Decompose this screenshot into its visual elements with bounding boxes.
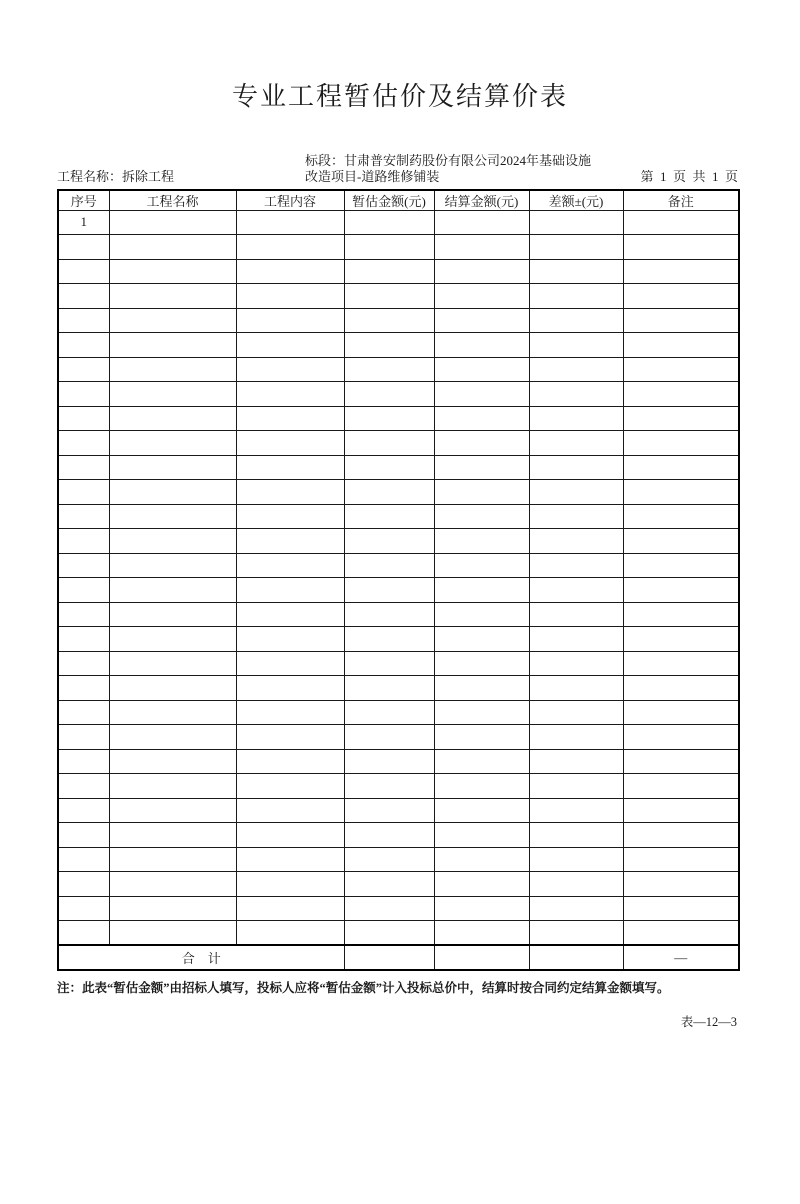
table-cell <box>529 480 623 505</box>
table-cell <box>236 308 344 333</box>
table-cell <box>236 749 344 774</box>
table-cell <box>623 308 739 333</box>
table-cell <box>236 896 344 921</box>
col-header-settlement-amount: 结算金额(元) <box>434 190 529 211</box>
table-cell <box>529 284 623 309</box>
document-page <box>0 76 800 1204</box>
table-row <box>58 553 739 578</box>
table-cell <box>109 357 236 382</box>
table-cell <box>529 823 623 848</box>
section-label: 标段： <box>305 153 345 168</box>
table-row <box>58 504 739 529</box>
table-cell <box>529 553 623 578</box>
table-cell <box>434 431 529 456</box>
table-cell <box>236 872 344 897</box>
table-cell <box>109 529 236 554</box>
table-cell <box>623 700 739 725</box>
table-cell <box>434 749 529 774</box>
table-cell <box>434 896 529 921</box>
table-row <box>58 259 739 284</box>
table-cell <box>109 676 236 701</box>
table-cell <box>236 357 344 382</box>
table-cell <box>236 700 344 725</box>
col-header-remarks: 备注 <box>623 190 739 211</box>
table-cell <box>344 504 434 529</box>
table-cell <box>236 676 344 701</box>
table-cell <box>344 553 434 578</box>
table-row <box>58 333 739 358</box>
table-cell <box>236 725 344 750</box>
table-row <box>58 700 739 725</box>
table-cell <box>109 431 236 456</box>
table-cell <box>623 749 739 774</box>
table-cell <box>434 847 529 872</box>
table-row <box>58 847 739 872</box>
table-cell <box>109 847 236 872</box>
table-cell <box>109 872 236 897</box>
table-cell <box>344 455 434 480</box>
table-cell <box>529 406 623 431</box>
table-cell <box>529 798 623 823</box>
table-cell <box>236 406 344 431</box>
table-cell <box>434 382 529 407</box>
table-row <box>58 749 739 774</box>
table-cell <box>623 553 739 578</box>
table-cell <box>434 210 529 235</box>
table-cell <box>434 308 529 333</box>
table-cell <box>109 382 236 407</box>
table-cell <box>109 308 236 333</box>
table-cell <box>344 259 434 284</box>
table-cell <box>344 480 434 505</box>
table-cell <box>623 725 739 750</box>
table-row <box>58 480 739 505</box>
table-cell <box>529 308 623 333</box>
table-cell <box>623 578 739 603</box>
table-cell <box>344 749 434 774</box>
table-row <box>58 823 739 848</box>
table-cell <box>434 259 529 284</box>
col-header-estimate-amount: 暂估金额(元) <box>344 190 434 211</box>
table-cell <box>344 284 434 309</box>
table-cell <box>434 774 529 799</box>
table-cell <box>529 210 623 235</box>
table-cell <box>109 455 236 480</box>
project-name-value: 拆除工程 <box>122 169 175 185</box>
table-cell <box>344 602 434 627</box>
table-cell <box>529 725 623 750</box>
table-cell <box>344 431 434 456</box>
table-cell <box>109 602 236 627</box>
table-cell <box>58 847 109 872</box>
col-header-seq: 序号 <box>58 190 109 211</box>
table-cell <box>58 627 109 652</box>
table-cell <box>344 823 434 848</box>
total-estimate-cell <box>344 945 434 970</box>
table-cell <box>236 823 344 848</box>
table-cell <box>434 627 529 652</box>
total-label: 合 计 <box>58 945 344 970</box>
table-cell <box>529 578 623 603</box>
table-cell <box>623 774 739 799</box>
table-cell <box>623 431 739 456</box>
total-row <box>58 945 739 970</box>
table-cell <box>344 651 434 676</box>
table-cell <box>434 553 529 578</box>
table-footer <box>58 945 739 970</box>
table-cell <box>623 333 739 358</box>
table-cell <box>236 529 344 554</box>
table-cell <box>344 627 434 652</box>
table-cell <box>434 578 529 603</box>
table-row <box>58 774 739 799</box>
table-row <box>58 308 739 333</box>
table-cell <box>344 210 434 235</box>
table-row <box>58 725 739 750</box>
table-cell <box>58 823 109 848</box>
table-cell <box>236 284 344 309</box>
table-cell <box>434 284 529 309</box>
table-row <box>58 921 739 946</box>
table-cell <box>236 847 344 872</box>
table-cell <box>529 431 623 456</box>
table-cell <box>109 774 236 799</box>
table-cell <box>623 504 739 529</box>
table-cell <box>58 431 109 456</box>
table-cell <box>58 480 109 505</box>
table-cell <box>58 406 109 431</box>
table-cell <box>344 872 434 897</box>
table-cell <box>623 627 739 652</box>
table-cell <box>344 333 434 358</box>
table-row <box>58 382 739 407</box>
table-cell <box>623 651 739 676</box>
table-cell <box>623 823 739 848</box>
table-cell <box>109 210 236 235</box>
table-row <box>58 578 739 603</box>
table-cell <box>623 235 739 260</box>
table-cell <box>529 455 623 480</box>
table-cell <box>344 676 434 701</box>
table-cell <box>529 651 623 676</box>
table-cell <box>236 382 344 407</box>
header-info-row <box>57 153 738 186</box>
table-row <box>58 896 739 921</box>
table-cell <box>109 921 236 946</box>
table-cell <box>236 553 344 578</box>
table-cell <box>58 872 109 897</box>
table-cell: 1 <box>58 210 109 235</box>
table-cell <box>58 382 109 407</box>
table-body <box>58 210 739 945</box>
table-cell <box>623 455 739 480</box>
table-cell <box>58 333 109 358</box>
table-cell <box>58 553 109 578</box>
table-cell <box>529 382 623 407</box>
col-header-difference: 差额±(元) <box>529 190 623 211</box>
table-cell <box>529 235 623 260</box>
table-cell <box>529 676 623 701</box>
table-cell <box>623 847 739 872</box>
table-cell <box>434 333 529 358</box>
table-cell <box>344 235 434 260</box>
table-cell <box>623 357 739 382</box>
price-table <box>57 189 740 972</box>
table-cell <box>434 798 529 823</box>
table-row <box>58 798 739 823</box>
table-cell <box>434 602 529 627</box>
table-row <box>58 357 739 382</box>
table-cell <box>529 504 623 529</box>
section-info <box>305 153 597 186</box>
table-cell <box>109 504 236 529</box>
table-cell <box>434 676 529 701</box>
col-header-project-content: 工程内容 <box>236 190 344 211</box>
table-cell <box>344 382 434 407</box>
table-cell <box>236 480 344 505</box>
table-cell <box>109 651 236 676</box>
table-cell <box>109 235 236 260</box>
table-cell <box>434 357 529 382</box>
table-row <box>58 602 739 627</box>
table-cell <box>623 406 739 431</box>
table-cell <box>529 627 623 652</box>
table-cell <box>344 847 434 872</box>
table-cell <box>529 602 623 627</box>
table-cell <box>529 357 623 382</box>
table-cell <box>434 872 529 897</box>
table-cell <box>109 725 236 750</box>
table-cell <box>434 651 529 676</box>
table-cell <box>623 798 739 823</box>
table-cell <box>344 700 434 725</box>
table-cell <box>529 921 623 946</box>
table-cell <box>58 357 109 382</box>
table-cell <box>109 578 236 603</box>
table-cell <box>434 406 529 431</box>
table-cell <box>58 529 109 554</box>
table-row <box>58 455 739 480</box>
table-cell <box>344 406 434 431</box>
table-cell <box>434 700 529 725</box>
table-cell <box>236 259 344 284</box>
table-cell <box>58 676 109 701</box>
table-cell <box>623 284 739 309</box>
table-cell <box>434 823 529 848</box>
table-cell <box>58 308 109 333</box>
total-remark-cell: — <box>623 945 739 970</box>
table-cell <box>109 259 236 284</box>
table-cell <box>529 259 623 284</box>
table-row <box>58 431 739 456</box>
table-cell <box>529 774 623 799</box>
table-cell <box>58 259 109 284</box>
table-cell <box>434 455 529 480</box>
table-cell <box>344 798 434 823</box>
table-cell <box>236 651 344 676</box>
project-name <box>57 169 305 185</box>
table-cell <box>529 700 623 725</box>
table-cell <box>344 725 434 750</box>
table-cell <box>529 896 623 921</box>
table-cell <box>58 725 109 750</box>
table-row <box>58 210 739 235</box>
table-cell <box>623 210 739 235</box>
table-cell <box>529 749 623 774</box>
table-cell <box>236 333 344 358</box>
table-cell <box>344 578 434 603</box>
table-cell <box>58 700 109 725</box>
table-row <box>58 284 739 309</box>
table-cell <box>434 725 529 750</box>
table-cell <box>529 847 623 872</box>
table-cell <box>109 553 236 578</box>
page-title: 专业工程暂估价及结算价表 <box>231 82 568 111</box>
table-row <box>58 872 739 897</box>
table-cell <box>529 333 623 358</box>
table-cell <box>236 210 344 235</box>
table-cell <box>109 749 236 774</box>
table-cell <box>623 676 739 701</box>
table-cell <box>58 798 109 823</box>
table-row <box>58 235 739 260</box>
table-cell <box>623 602 739 627</box>
table-cell <box>623 259 739 284</box>
table-cell <box>109 333 236 358</box>
table-row <box>58 406 739 431</box>
table-cell <box>236 798 344 823</box>
table-cell <box>623 382 739 407</box>
table-cell <box>109 406 236 431</box>
table-cell <box>58 284 109 309</box>
table-row <box>58 676 739 701</box>
table-cell <box>109 798 236 823</box>
table-cell <box>434 921 529 946</box>
table-cell <box>623 872 739 897</box>
form-code: 表—12—3 <box>680 1015 737 1030</box>
table-header <box>58 190 739 211</box>
table-cell <box>109 896 236 921</box>
table-cell <box>236 578 344 603</box>
table-cell <box>58 749 109 774</box>
table-cell <box>344 529 434 554</box>
table-header-row <box>58 190 739 211</box>
table-row <box>58 651 739 676</box>
table-cell <box>344 896 434 921</box>
table-cell <box>236 431 344 456</box>
table-row <box>58 627 739 652</box>
table-cell <box>434 504 529 529</box>
table-cell <box>109 480 236 505</box>
table-cell <box>623 921 739 946</box>
table-cell <box>109 284 236 309</box>
table-cell <box>58 774 109 799</box>
table-cell <box>109 823 236 848</box>
footnote: 注：此表“暂估金额”由招标人填写，投标人应将“暂估金额”计入投标总价中，结算时按合同约定结算金额填写。 <box>57 981 670 995</box>
col-header-project-name: 工程名称 <box>109 190 236 211</box>
table-cell <box>623 480 739 505</box>
total-difference-cell <box>529 945 623 970</box>
table-cell <box>529 872 623 897</box>
table-cell <box>58 235 109 260</box>
table-cell <box>623 896 739 921</box>
table-cell <box>58 921 109 946</box>
table-cell <box>236 774 344 799</box>
section-value: 甘肃普安制药股份有限公司2024年基础设施改造项目-道路维修铺装 <box>305 153 592 185</box>
table-cell <box>236 455 344 480</box>
table-cell <box>236 627 344 652</box>
table-cell <box>58 504 109 529</box>
table-cell <box>109 627 236 652</box>
table-cell <box>529 529 623 554</box>
table-cell <box>58 896 109 921</box>
table-cell <box>434 529 529 554</box>
project-name-label: 工程名称： <box>57 169 123 185</box>
table-cell <box>109 700 236 725</box>
table-cell <box>58 455 109 480</box>
page-indicator: 第 1 页 共 1 页 <box>640 169 738 185</box>
table-cell <box>434 480 529 505</box>
table-cell <box>344 357 434 382</box>
table-cell <box>58 578 109 603</box>
table-cell <box>344 308 434 333</box>
table-cell <box>236 235 344 260</box>
table-cell <box>236 504 344 529</box>
table-row <box>58 529 739 554</box>
table-cell <box>434 235 529 260</box>
total-settlement-cell <box>434 945 529 970</box>
table-cell <box>236 602 344 627</box>
table-cell <box>344 921 434 946</box>
table-cell <box>58 602 109 627</box>
table-cell <box>623 529 739 554</box>
table-cell <box>344 774 434 799</box>
table-cell <box>58 651 109 676</box>
table-cell <box>236 921 344 946</box>
